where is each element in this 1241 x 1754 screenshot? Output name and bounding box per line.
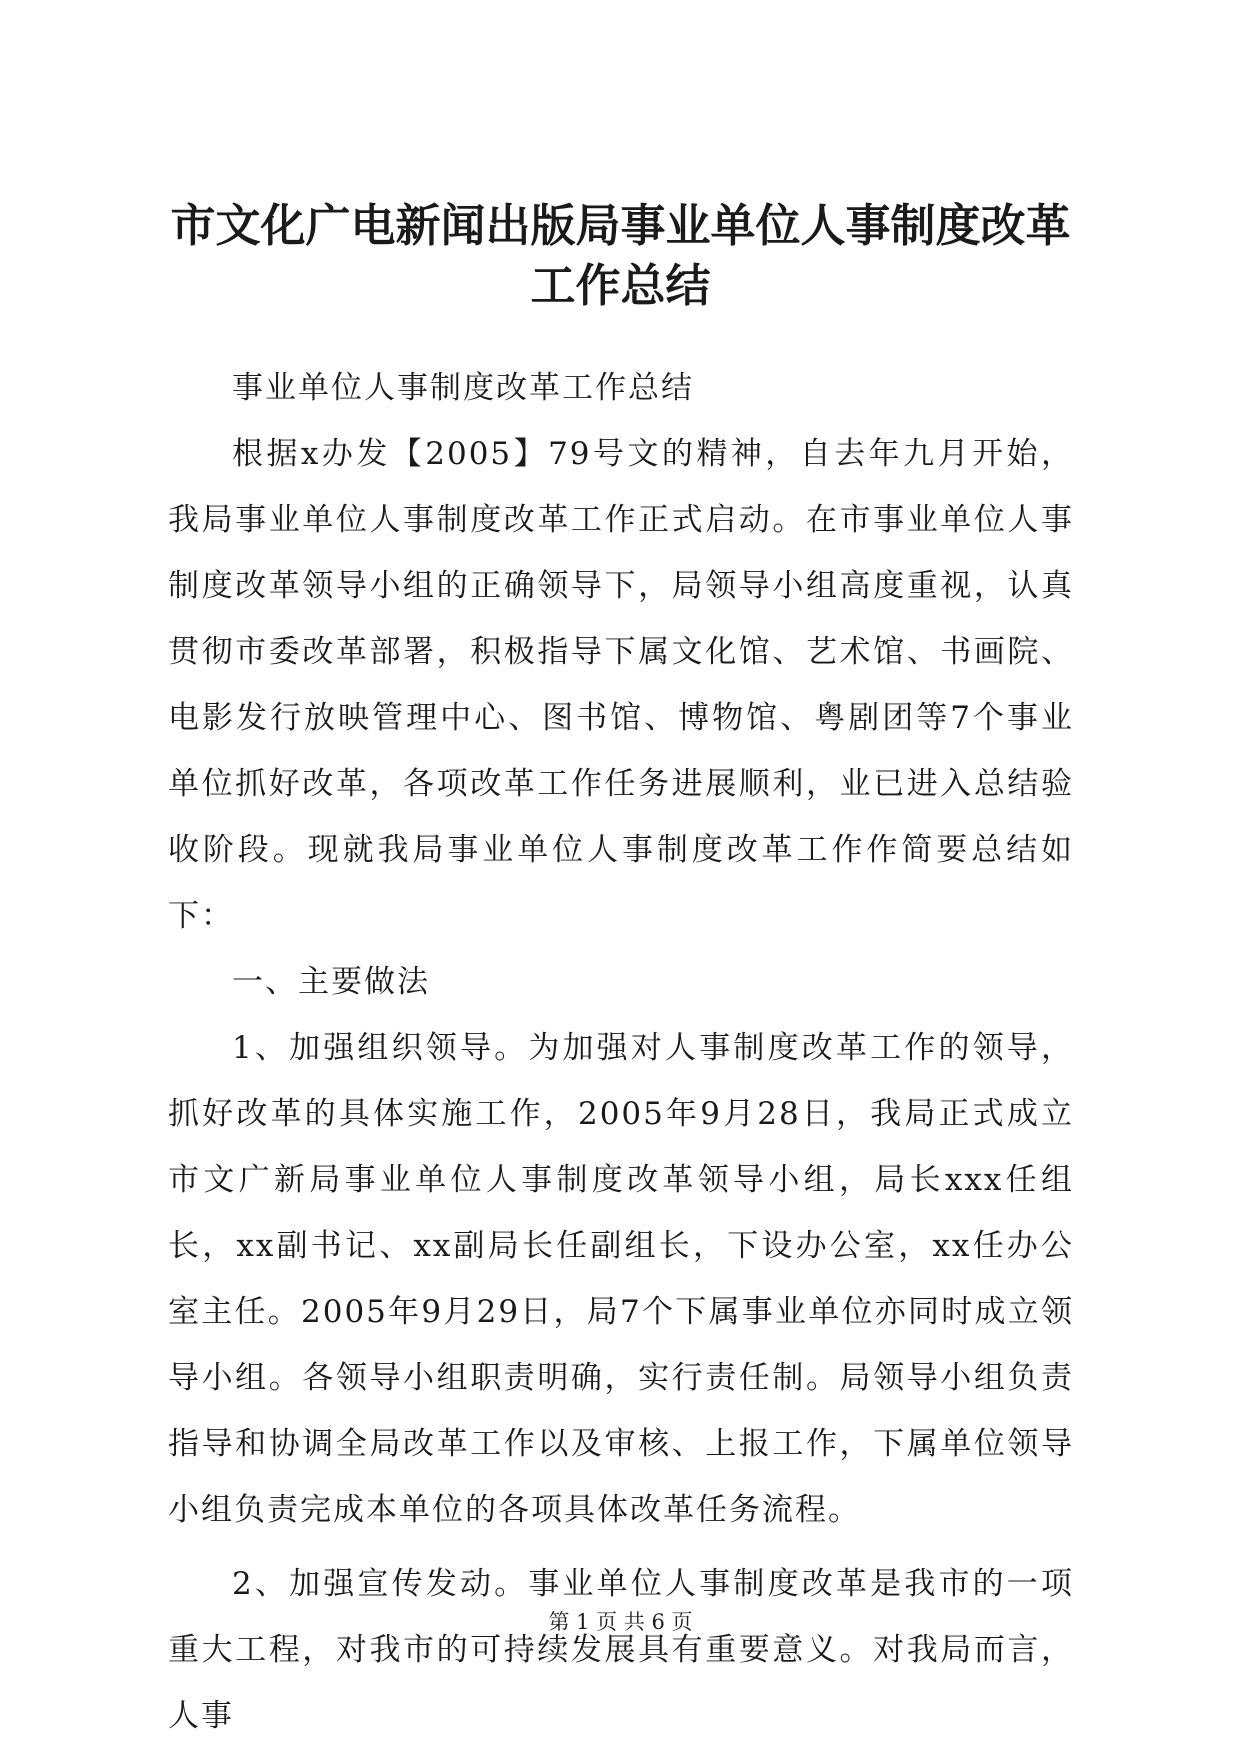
item-2-paragraph: 2、加强宣传发动。事业单位人事制度改革是我市的一项重大工程，对我市的可持续发展具有重要意义。对我局而言，人事 — [168, 1566, 1074, 1734]
document-body — [168, 355, 1074, 1749]
page-footer: 第 1 页 共 6 页 — [548, 1610, 693, 1634]
document-title-line-2: 工作总结 — [530, 259, 711, 312]
item-1-paragraph: 1、加强组织领导。为加强对人事制度改革工作的领导，抓好改革的具体实施工作，2005年9月28日，我局正式成立市文广新局事业单位人事制度改革领导小组，局长xxx任组长，xx副书记、xx副局长任副组长，下设办公室，xx任办公室主任。2005年9月29日，局7个下属事业单位亦同时成立领导小组。各领导小组职责明确，实行责任制。局领导小组负责指导和协调全局改革工作以及审核、上报工作，下属单位领导小组负责完成本单位的各项具体改革任务流程。 — [168, 1030, 1074, 1528]
subtitle-paragraph: 事业单位人事制度改革工作总结 — [232, 370, 694, 406]
document-title-line-1: 市文化广电新闻出版局事业单位人事制度改革 — [170, 199, 1071, 252]
intro-paragraph: 根据x办发【2005】79号文的精神，自去年九月开始，我局事业单位人事制度改革工作正式启动。在市事业单位人事制度改革领导小组的正确领导下，局领导小组高度重视，认真贯彻市委改革部署，积极指导下属文化馆、艺术馆、书画院、电影发行放映管理中心、图书馆、博物馆、粤剧团等7个事业单位抓好改革，各项改革工作任务进展顺利，业已进入总结验收阶段。现就我局事业单位人事制度改革工作作简要总结如下： — [168, 436, 1074, 934]
section-heading: 一、主要做法 — [232, 964, 430, 1000]
